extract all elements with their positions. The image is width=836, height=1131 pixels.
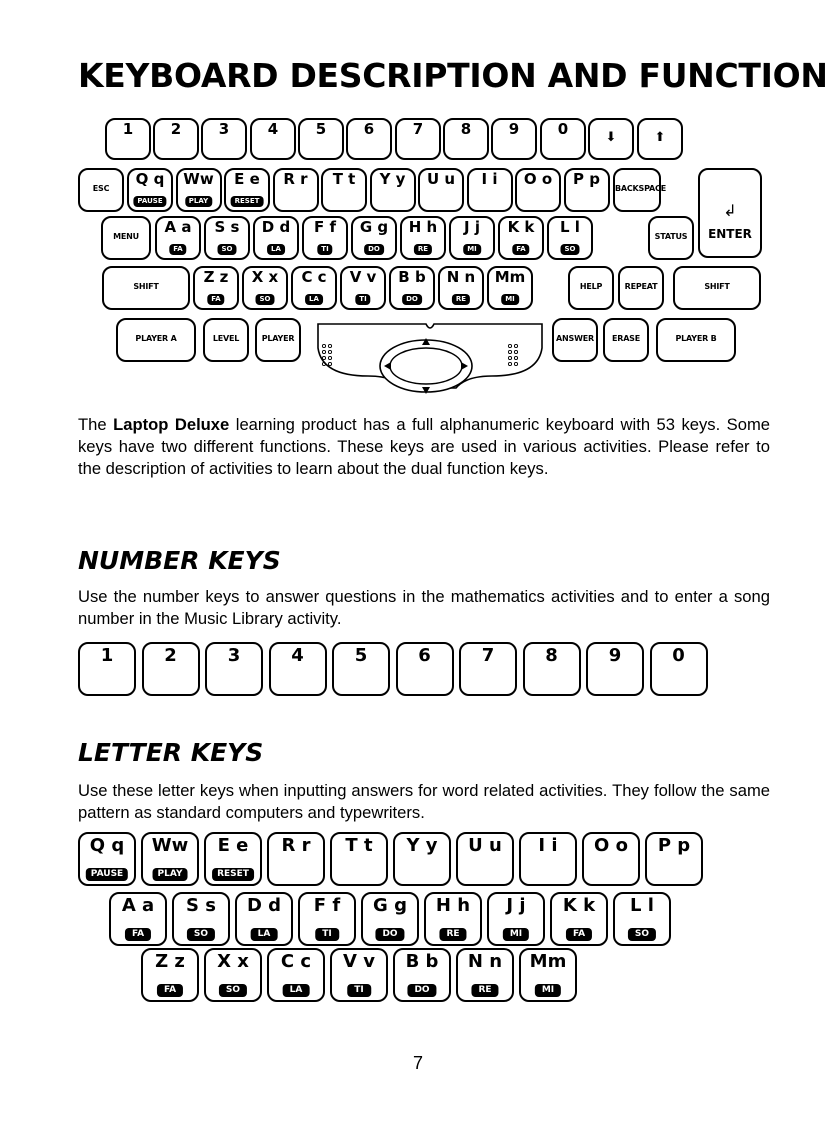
esc-key-label: ESC xyxy=(92,184,110,194)
backspace-key[interactable] xyxy=(613,168,666,212)
erase-key-label: ERASE xyxy=(611,334,641,344)
top-key-y-y-label: Y y xyxy=(379,170,406,189)
top-key-n-n-function-badge: RE xyxy=(452,294,470,305)
top-key-e-e-label: E e xyxy=(234,170,260,189)
enter-key-label: ENTER xyxy=(708,227,752,242)
number-key-1-label: 1 xyxy=(100,645,114,666)
letter-key-ww-function-badge: PLAY xyxy=(153,868,188,881)
top-number-key-9-label: 9 xyxy=(508,120,520,139)
top-key-b-b-label: B b xyxy=(398,268,426,287)
number-key-3[interactable] xyxy=(205,642,263,696)
top-number-key-4-label: 4 xyxy=(267,120,279,139)
number-key-6[interactable] xyxy=(396,642,454,696)
letter-key-g-g-label: G g xyxy=(373,895,407,916)
letter-key-x-x-function-badge: SO xyxy=(219,984,247,997)
top-key-v-v-label: V v xyxy=(349,268,377,287)
letter-key-b-b-label: B b xyxy=(405,951,439,972)
number-key-4-label: 4 xyxy=(291,645,304,666)
menu-key[interactable] xyxy=(101,216,151,260)
menu-key-label: MENU xyxy=(113,232,139,242)
letter-key-d-d[interactable] xyxy=(235,892,293,946)
number-key-6-label: 6 xyxy=(418,645,431,666)
letter-key-u-u[interactable] xyxy=(456,832,514,886)
top-number-key-6-label: 6 xyxy=(363,120,375,139)
number-key-8-label: 8 xyxy=(545,645,558,666)
top-key-z-z-function-badge: FA xyxy=(207,294,224,305)
number-key-7[interactable] xyxy=(459,642,517,696)
letter-key-u-u-label: U u xyxy=(468,835,502,856)
top-key-j-j-function-badge: MI xyxy=(463,244,481,255)
number-key-4[interactable] xyxy=(269,642,327,696)
top-key-u-u-label: U u xyxy=(426,170,456,189)
letter-key-k-k-function-badge: FA xyxy=(566,928,592,941)
enter-key[interactable] xyxy=(698,168,762,258)
right-shift-key[interactable] xyxy=(673,266,761,310)
level-key-label: LEVEL xyxy=(212,334,240,344)
top-key-k-k-label: K k xyxy=(507,218,535,237)
letter-key-v-v-label: V v xyxy=(343,951,375,972)
letter-key-h-h[interactable] xyxy=(424,892,482,946)
top-key-x-x-function-badge: SO xyxy=(256,294,275,305)
page-number: 7 xyxy=(412,1053,423,1073)
top-key-a-a-label: A a xyxy=(164,218,192,237)
letter-key-b-b[interactable] xyxy=(393,948,451,1002)
up-arrow-icon: ⬆ xyxy=(654,128,666,144)
letter-key-l-l-label: L l xyxy=(630,895,654,916)
top-key-l-l-label: L l xyxy=(560,218,580,237)
top-number-key-2-label: 2 xyxy=(170,120,182,139)
right-shift-key-label: SHIFT xyxy=(704,282,730,292)
down-arrow-icon: ⬇ xyxy=(605,128,617,144)
top-number-key-9[interactable] xyxy=(491,118,537,160)
top-key-i-i[interactable] xyxy=(467,168,513,212)
letter-key-p-p-label: P p xyxy=(657,835,691,856)
letter-key-p-p[interactable] xyxy=(645,832,703,886)
top-key-q-q-function-badge: PAUSE xyxy=(133,196,166,207)
top-key-ww-function-badge: PLAY xyxy=(185,196,212,207)
letter-key-n-n-label: N n xyxy=(467,951,503,972)
top-key-p-p[interactable] xyxy=(564,168,610,212)
top-key-t-t[interactable] xyxy=(321,168,367,212)
number-key-2[interactable] xyxy=(142,642,200,696)
number-keys-heading: NUMBER KEYS xyxy=(78,546,281,575)
letter-key-s-s-function-badge: SO xyxy=(187,928,215,941)
top-key-o-o[interactable] xyxy=(515,168,561,212)
top-key-f-f-label: F f xyxy=(314,218,336,237)
top-number-key-5-label: 5 xyxy=(315,120,327,139)
top-up-arrow-key[interactable] xyxy=(637,118,683,160)
top-number-key-4[interactable] xyxy=(250,118,296,160)
top-number-key-6[interactable] xyxy=(346,118,392,160)
letter-key-l-l[interactable] xyxy=(613,892,671,946)
help-key-label: HELP xyxy=(579,282,603,292)
letter-key-j-j-function-badge: MI xyxy=(503,928,529,941)
top-key-d-d[interactable] xyxy=(253,216,299,260)
letter-key-s-s[interactable] xyxy=(172,892,230,946)
letter-key-n-n[interactable] xyxy=(456,948,514,1002)
letter-key-j-j-label: J j xyxy=(506,895,526,916)
top-key-o-o-label: O o xyxy=(523,170,553,189)
top-key-a-a[interactable] xyxy=(155,216,201,260)
top-key-v-v-function-badge: TI xyxy=(355,294,370,305)
letter-key-b-b-function-badge: DO xyxy=(407,984,436,997)
top-key-e-e-function-badge: RESET xyxy=(231,196,264,207)
letter-key-e-e-label: E e xyxy=(217,835,249,856)
top-key-g-g-label: G g xyxy=(359,218,389,237)
letter-key-x-x-label: X x xyxy=(217,951,249,972)
letter-key-s-s-label: S s xyxy=(186,895,216,916)
help-key[interactable] xyxy=(568,266,614,310)
player-key[interactable] xyxy=(255,318,301,362)
top-key-i-i-label: I i xyxy=(481,170,498,189)
letter-key-g-g-function-badge: DO xyxy=(375,928,404,941)
repeat-key[interactable] xyxy=(618,266,664,310)
top-number-key-1[interactable] xyxy=(105,118,151,160)
backspace-key-label: BACKSPACE xyxy=(615,184,666,194)
top-key-j-j[interactable] xyxy=(449,216,495,260)
top-key-mm[interactable] xyxy=(487,266,533,310)
letter-key-r-r[interactable] xyxy=(267,832,325,886)
top-number-key-3[interactable] xyxy=(201,118,247,160)
top-key-mm-label: Mm xyxy=(494,268,526,287)
repeat-key-label: REPEAT xyxy=(624,282,658,292)
left-shift-key[interactable] xyxy=(102,266,190,310)
top-key-ww[interactable] xyxy=(176,168,222,212)
letter-key-a-a-label: A a xyxy=(121,895,155,916)
number-key-9-label: 9 xyxy=(608,645,622,666)
letter-key-x-x[interactable] xyxy=(204,948,262,1002)
letter-key-d-d-label: D d xyxy=(246,895,282,916)
top-key-y-y[interactable] xyxy=(370,168,416,212)
number-key-8[interactable] xyxy=(523,642,581,696)
letter-key-q-q-label: Q q xyxy=(89,835,125,856)
letter-key-j-j[interactable] xyxy=(487,892,545,946)
player-a-key-label: PLAYER A xyxy=(135,334,177,344)
top-key-f-f-function-badge: TI xyxy=(317,244,332,255)
direction-pad-graphic xyxy=(316,318,544,398)
top-key-ww-label: Ww xyxy=(183,170,214,189)
letter-key-v-v[interactable] xyxy=(330,948,388,1002)
letter-key-mm-label: Mm xyxy=(529,951,567,972)
letter-key-v-v-function-badge: TI xyxy=(347,984,371,997)
letter-key-f-f-label: F f xyxy=(313,895,341,916)
intro-text-start: The xyxy=(78,415,114,434)
top-key-s-s-label: S s xyxy=(214,218,240,237)
letter-key-ww-label: Ww xyxy=(151,835,189,856)
top-key-s-s-function-badge: SO xyxy=(218,244,237,255)
letter-key-l-l-function-badge: SO xyxy=(628,928,656,941)
player-b-key[interactable] xyxy=(656,318,736,362)
top-number-key-1-label: 1 xyxy=(122,120,134,139)
top-key-p-p-label: P p xyxy=(573,170,600,189)
letter-key-ww[interactable] xyxy=(141,832,199,886)
top-key-d-d-function-badge: LA xyxy=(267,244,285,255)
top-key-n-n-label: N n xyxy=(446,268,476,287)
status-key-label: STATUS xyxy=(654,232,688,242)
top-key-l-l-function-badge: SO xyxy=(561,244,580,255)
letter-key-k-k-label: K k xyxy=(562,895,596,916)
top-key-x-x-label: X x xyxy=(251,268,279,287)
letter-key-c-c-label: C c xyxy=(280,951,312,972)
number-key-9[interactable] xyxy=(586,642,644,696)
top-key-c-c-function-badge: LA xyxy=(305,294,323,305)
top-key-g-g[interactable] xyxy=(351,216,397,260)
number-keys-description: Use the number keys to answer questions in the mathematics activities and to enter a song number in the Music Library activity. xyxy=(78,587,770,628)
top-key-d-d-label: D d xyxy=(261,218,291,237)
level-key[interactable] xyxy=(203,318,249,362)
top-key-b-b-function-badge: DO xyxy=(402,294,422,305)
top-number-key-8-label: 8 xyxy=(460,120,472,139)
top-key-a-a-function-badge: FA xyxy=(169,244,186,255)
letter-key-q-q[interactable] xyxy=(78,832,136,886)
top-key-b-b[interactable] xyxy=(389,266,435,310)
top-key-z-z-label: Z z xyxy=(203,268,229,287)
letter-key-c-c-function-badge: LA xyxy=(283,984,310,997)
top-number-key-7-label: 7 xyxy=(412,120,424,139)
top-number-key-0-label: 0 xyxy=(557,120,569,139)
top-number-key-2[interactable] xyxy=(153,118,199,160)
top-key-l-l[interactable] xyxy=(547,216,593,260)
erase-key[interactable] xyxy=(603,318,649,362)
top-key-t-t-label: T t xyxy=(332,170,356,189)
letter-key-h-h-function-badge: RE xyxy=(439,928,466,941)
player-a-key[interactable] xyxy=(116,318,196,362)
top-number-key-5[interactable] xyxy=(298,118,344,160)
top-number-key-0[interactable] xyxy=(540,118,586,160)
letter-key-z-z[interactable] xyxy=(141,948,199,1002)
top-key-c-c-label: C c xyxy=(301,268,327,287)
top-key-k-k[interactable] xyxy=(498,216,544,260)
letter-key-o-o-label: O o xyxy=(594,835,628,856)
top-key-z-z[interactable] xyxy=(193,266,239,310)
number-key-0-label: 0 xyxy=(672,645,685,666)
letter-key-mm[interactable] xyxy=(519,948,577,1002)
letter-key-o-o[interactable] xyxy=(582,832,640,886)
number-key-0[interactable] xyxy=(650,642,708,696)
answer-key[interactable] xyxy=(552,318,598,362)
number-key-1[interactable] xyxy=(78,642,136,696)
number-key-5-label: 5 xyxy=(354,645,368,666)
top-key-e-e[interactable] xyxy=(224,168,270,212)
letter-key-c-c[interactable] xyxy=(267,948,325,1002)
letter-key-mm-function-badge: MI xyxy=(535,984,561,997)
top-key-c-c[interactable] xyxy=(291,266,337,310)
top-key-h-h-label: H h xyxy=(408,218,438,237)
top-key-s-s[interactable] xyxy=(204,216,250,260)
letter-key-z-z-label: Z z xyxy=(155,951,185,972)
intro-paragraph xyxy=(78,414,770,480)
top-key-k-k-function-badge: FA xyxy=(512,244,529,255)
top-key-r-r[interactable] xyxy=(273,168,319,212)
number-key-5[interactable] xyxy=(332,642,390,696)
letter-key-a-a[interactable] xyxy=(109,892,167,946)
letter-key-i-i-label: I i xyxy=(538,835,558,856)
letter-key-n-n-function-badge: RE xyxy=(471,984,498,997)
letter-key-t-t[interactable] xyxy=(330,832,388,886)
esc-key[interactable] xyxy=(78,168,124,212)
letter-key-t-t-label: T t xyxy=(345,835,373,856)
letter-keys-description: Use these letter keys when inputting answers for word related activities. They follow the same pattern as standard computers and typewriters. xyxy=(78,781,770,822)
top-number-key-7[interactable] xyxy=(395,118,441,160)
page-title: KEYBOARD DESCRIPTION AND FUNCTION xyxy=(78,56,828,95)
top-number-key-8[interactable] xyxy=(443,118,489,160)
number-key-7-label: 7 xyxy=(481,645,495,666)
return-arrow-icon: ↲ xyxy=(723,203,737,221)
letter-key-e-e-function-badge: RESET xyxy=(212,868,254,881)
top-key-u-u[interactable] xyxy=(418,168,464,212)
letter-key-e-e[interactable] xyxy=(204,832,262,886)
letter-key-r-r-label: R r xyxy=(281,835,311,856)
top-number-key-3-label: 3 xyxy=(218,120,230,139)
letter-key-k-k[interactable] xyxy=(550,892,608,946)
player-key-label: PLAYER xyxy=(261,334,295,344)
top-key-q-q-label: Q q xyxy=(135,170,165,189)
letter-keys-heading: LETTER KEYS xyxy=(78,738,264,767)
top-key-mm-function-badge: MI xyxy=(501,294,519,305)
answer-key-label: ANSWER xyxy=(556,334,594,344)
product-name: Laptop Deluxe xyxy=(113,415,230,434)
top-key-j-j-label: J j xyxy=(464,218,480,237)
number-key-2-label: 2 xyxy=(164,645,177,666)
letter-key-i-i[interactable] xyxy=(519,832,577,886)
letter-key-h-h-label: H h xyxy=(435,895,471,916)
top-down-arrow-key[interactable] xyxy=(588,118,634,160)
letter-key-f-f[interactable] xyxy=(298,892,356,946)
top-key-h-h-function-badge: RE xyxy=(414,244,432,255)
intro-text-end: learning product has a full alphanumeric keyboard with 53 keys. Some keys have two different functions. These keys are used in various activities. Please refer to the description of activities to learn about the dual function keys. xyxy=(78,415,770,478)
letter-key-q-q-function-badge: PAUSE xyxy=(86,868,128,881)
letter-key-g-g[interactable] xyxy=(361,892,419,946)
letter-key-z-z-function-badge: FA xyxy=(157,984,183,997)
top-key-q-q[interactable] xyxy=(127,168,173,212)
top-key-g-g-function-badge: DO xyxy=(364,244,384,255)
top-key-h-h[interactable] xyxy=(400,216,446,260)
top-key-v-v[interactable] xyxy=(340,266,386,310)
player-b-key-label: PLAYER B xyxy=(675,334,717,344)
number-key-3-label: 3 xyxy=(227,645,241,666)
letter-key-y-y-label: Y y xyxy=(406,835,438,856)
letter-key-d-d-function-badge: LA xyxy=(251,928,278,941)
letter-key-a-a-function-badge: FA xyxy=(125,928,151,941)
direction-pad[interactable] xyxy=(316,318,544,398)
top-key-n-n[interactable] xyxy=(438,266,484,310)
letter-key-y-y[interactable] xyxy=(393,832,451,886)
left-shift-key-label: SHIFT xyxy=(133,282,159,292)
top-key-f-f[interactable] xyxy=(302,216,348,260)
letter-key-f-f-function-badge: TI xyxy=(315,928,339,941)
top-key-r-r-label: R r xyxy=(283,170,308,189)
status-key[interactable] xyxy=(648,216,694,260)
top-key-x-x[interactable] xyxy=(242,266,288,310)
